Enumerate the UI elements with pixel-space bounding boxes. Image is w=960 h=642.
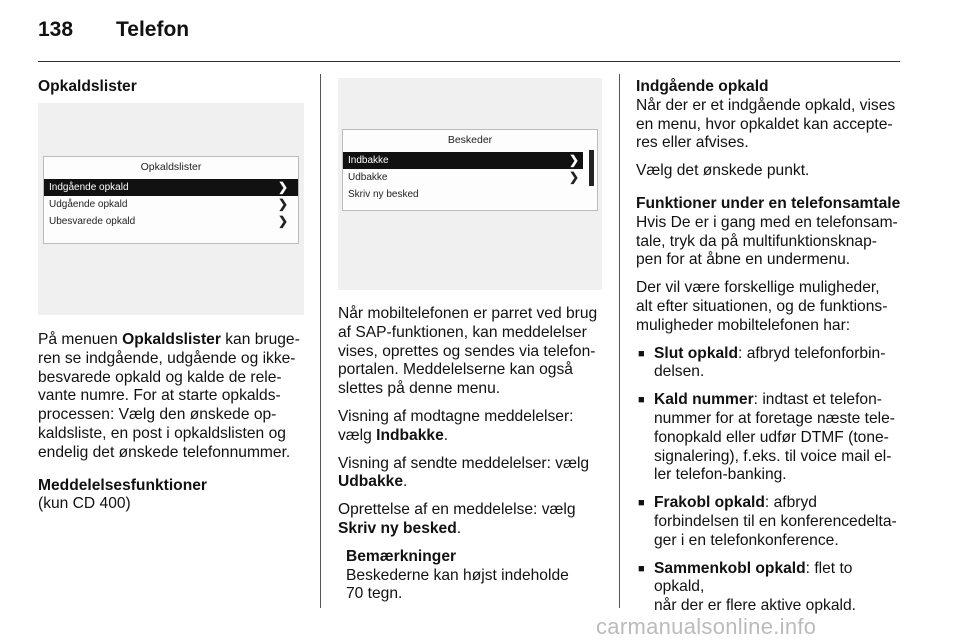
screen-title: Opkaldslister <box>140 161 202 173</box>
column-divider-2 <box>619 74 620 608</box>
section-heading-call-lists: Opkaldslister <box>38 78 137 95</box>
screen-item-missed: Ubesvarede opkald ❯ <box>49 214 288 228</box>
screen-item-outbox: Udbakke ❯ <box>348 170 579 184</box>
inbox-paragraph: Visning af modtagne meddelelser: vælg Indbakke. <box>338 407 574 444</box>
left-body <box>38 331 310 514</box>
chevron-right-icon: ❯ <box>277 197 288 211</box>
bullet-end-call: ■ Slut opkald: afbryd telefonforbin- delsen. <box>638 344 886 381</box>
page-title: Telefon <box>116 18 190 41</box>
bullet-merge-calls: ■ Sammenkobl opkald: flet to opkald, når der er flere aktive opkald. <box>638 559 856 615</box>
chevron-right-icon: ❯ <box>277 180 288 194</box>
screen-item-outgoing: Udgående opkald ❯ <box>49 197 288 211</box>
messages-illustration <box>338 78 602 290</box>
page-header <box>38 18 189 42</box>
screen-item-new-message: Skriv ny besked <box>348 189 419 200</box>
chevron-right-icon: ❯ <box>568 153 579 167</box>
middle-body <box>338 305 608 604</box>
bullet-icon: ■ <box>638 497 645 510</box>
during-call-paragraph: Hvis De er i gang med en telefonsam- tale, tryk da på multifunktionsknap- pen for at åbne en undermenu. <box>636 213 898 269</box>
screen-title: Beskeder <box>447 134 493 146</box>
call-lists-screen <box>43 156 299 244</box>
screen-scrollbar <box>589 150 594 186</box>
chevron-right-icon: ❯ <box>568 170 579 184</box>
note-block: Bemærkninger Beskederne kan højst indeholde 70 tegn. <box>338 548 608 604</box>
section-heading-call-functions: Funktioner under en telefonsamtale <box>636 194 901 212</box>
column-divider-1 <box>320 74 321 608</box>
section-subtitle: (kun CD 400) <box>38 495 131 513</box>
screen-item-incoming: Indgående opkald ❯ <box>44 179 298 196</box>
bullet-icon: ■ <box>638 347 645 360</box>
screen-item-inbox: Indbakke ❯ <box>343 152 583 169</box>
left-column <box>38 78 306 97</box>
section-heading-incoming-call: Indgående opkald <box>636 78 769 95</box>
call-lists-paragraph: På menuen Opkaldslister kan bruge- ren se indgående, udgående og ikke- besvarede opkald og kalde de rele- vante numre. For at starte opkalds- processen: Vælg den ønskede op- kaldsliste, en post i opkaldslisten og endelig det ønskede telefonnummer. <box>38 331 300 461</box>
call-lists-illustration <box>38 103 304 315</box>
bullet-icon: ■ <box>638 394 645 407</box>
bullet-icon: ■ <box>638 562 645 575</box>
messages-screen <box>342 129 598 211</box>
note-heading: Bemærkninger <box>346 547 457 565</box>
watermark: carmanualsonline.info <box>596 614 817 639</box>
select-item-paragraph: Vælg det ønskede punkt. <box>636 162 810 180</box>
page-number: 138 <box>38 18 74 41</box>
incoming-call-paragraph: Når der er et indgående opkald, vises en menu, hvor opkaldet kan accepte- res eller afvises. <box>636 96 896 152</box>
options-paragraph: Der vil være forskellige muligheder, alt efter situationen, og de funktions- muligheder mobiltelefonen har: <box>636 279 888 334</box>
messages-intro: Når mobiltelefonen er parret ved brug af SAP-funktionen, kan meddelelser vises, oprettes og sendes via telefon- portalen. Meddelelserne kan også slettes på denne menu. <box>338 305 598 398</box>
section-heading-messages: Meddelelsesfunktioner <box>38 476 207 494</box>
bullet-disconnect-call: ■ Frakobl opkald: afbryd forbindelsen til en konferencedelta- ger i en telefonkonference. <box>638 494 897 549</box>
bullet-dial-number: ■ Kald nummer: indtast et telefon- nummer for at foretage næste tele- fonopkald eller udfør DTMF (tone- signalering), f.eks. til voice mail el- ler telefon-banking. <box>638 391 895 484</box>
chevron-right-icon: ❯ <box>277 214 288 228</box>
right-column <box>636 78 906 625</box>
header-rule <box>38 61 900 62</box>
new-message-paragraph: Oprettelse af en meddelelse: vælg Skriv ny besked. <box>338 501 576 537</box>
outbox-paragraph: Visning af sendte meddelelser: vælg Udbakke. <box>338 454 590 491</box>
